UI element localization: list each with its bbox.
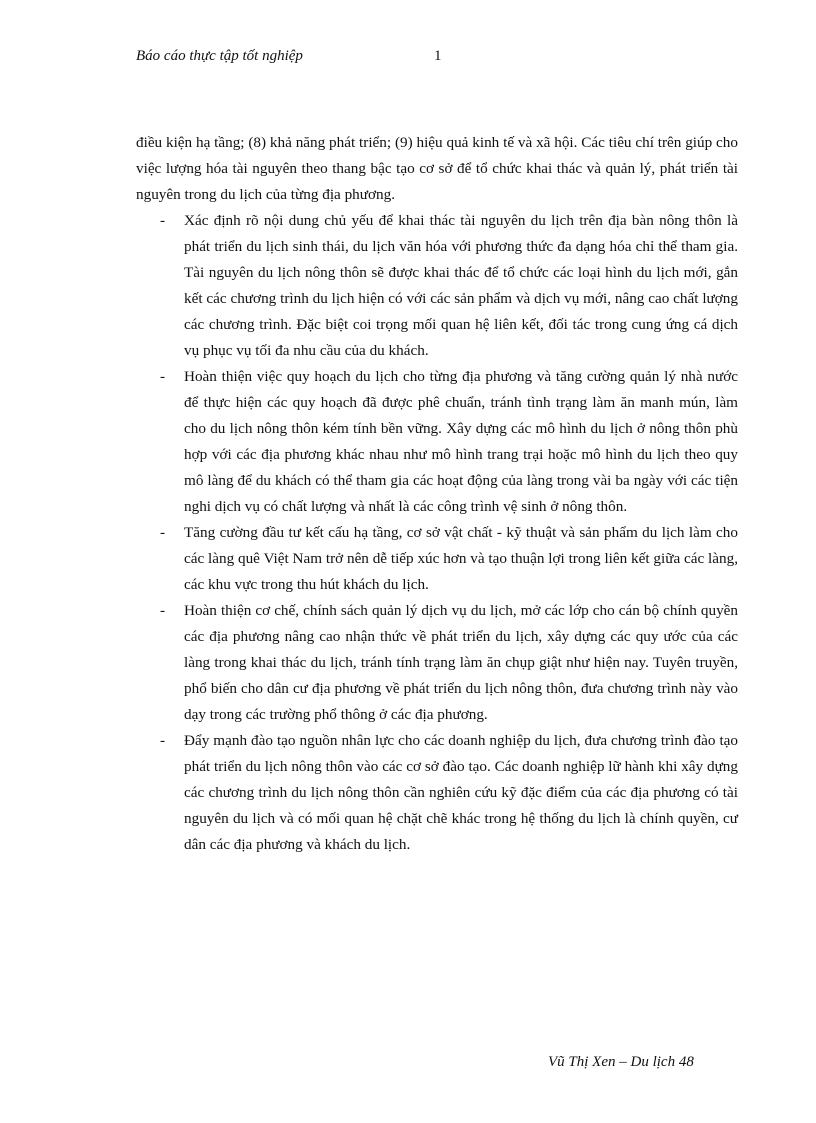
list-item-text: Hoàn thiện cơ chế, chính sách quản lý dịch vụ du lịch, mở các lớp cho cán bộ chính quyền các địa phương nâng cao nhận thức về phát triển du lịch, xây dựng các quy ước của các làng trong khai thác du lịch, tránh tính trạng làm ăn chụp giật như hiện nay. Tuyên truyền, phổ biến cho dân cư địa phương về phát triển du lịch nông thôn, đưa chương trình này vào dạy trong các trường phổ thông ở các địa phương.: [184, 602, 738, 723]
intro-paragraph: điều kiện hạ tầng; (8) khả năng phát triển; (9) hiệu quả kinh tế và xã hội. Các tiêu chí trên giúp cho việc lượng hóa tài nguyên theo thang bậc tạo cơ sở để tổ chức khai thác và quản lý, phát triển tài nguyên trong du lịch của từng địa phương.: [136, 134, 738, 203]
document-body: [136, 130, 738, 858]
list-item-text: Tăng cường đầu tư kết cấu hạ tầng, cơ sở vật chất - kỹ thuật và sản phẩm du lịch làm cho các làng quê Việt Nam trở nên dễ tiếp xúc hơn và tạo thuận lợi trong liên kết giữa các làng, các khu vực trong thu hút khách du lịch.: [184, 524, 738, 593]
bullet-dash: -: [160, 212, 166, 229]
bullet-list: [136, 208, 738, 858]
report-title: Báo cáo thực tập tốt nghiệp: [136, 48, 303, 64]
page-footer: Vũ Thị Xen – Du lịch 48: [548, 1054, 694, 1070]
list-item: [136, 364, 738, 520]
list-item: [136, 208, 738, 364]
list-item-text: Xác định rõ nội dung chủ yếu để khai thác tài nguyên du lịch trên địa bàn nông thôn là phát triển du lịch sinh thái, du lịch văn hóa với phương thức đa dạng hóa chỉ thể tham gia. Tài nguyên du lịch nông thôn sẽ được khai thác để tổ chức các loại hình du lịch mới, gắn kết các chương trình du lịch hiện có với các sản phẩm và dịch vụ mới, nâng cao chất lượng các chương trình. Đặc biệt coi trọng mối quan hệ liên kết, đối tác trong cung ứng cá dịch vụ phục vụ tối đa nhu cầu của du khách.: [184, 212, 738, 359]
bullet-dash: -: [160, 732, 166, 749]
bullet-dash: -: [160, 602, 166, 619]
page-header: [136, 48, 696, 72]
list-item: [136, 520, 738, 598]
bullet-dash: -: [160, 368, 166, 385]
page-number: 1: [434, 48, 442, 64]
list-item: [136, 728, 738, 858]
list-item: [136, 598, 738, 728]
list-item-text: Đẩy mạnh đào tạo nguồn nhân lực cho các doanh nghiệp du lịch, đưa chương trình đào tạo phát triển du lịch nông thôn vào các cơ sở đào tạo. Các doanh nghiệp lữ hành khi xây dựng các chương trình du lịch nông thôn cần nghiên cứu kỹ đặc điểm của các địa phương có tài nguyên du lịch và có mối quan hệ chặt chẽ khác trong hệ thống du lịch là chính quyền, cư dân các địa phương và khách du lịch.: [184, 732, 738, 853]
list-item-text: Hoàn thiện việc quy hoạch du lịch cho từng địa phương và tăng cường quản lý nhà nước để thực hiện các quy hoạch đã được phê chuẩn, tránh tình trạng làm ăn manh mún, làm cho du lịch nông thôn kém tính bền vững. Xây dựng các mô hình du lịch ở nông thôn phù hợp với các địa phương khác nhau như mô hình trang trại hoặc mô hình du lịch theo quy mô làng để du khách có thể tham gia các hoạt động của làng trong vài ba ngày với các tiện nghi dịch vụ có chất lượng và nhất là các công trình vệ sinh ở nông thôn.: [184, 368, 738, 515]
bullet-dash: -: [160, 524, 166, 541]
